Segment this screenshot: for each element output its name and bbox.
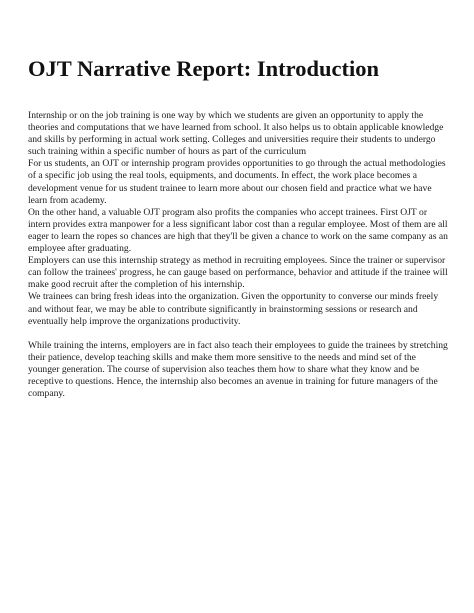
paragraph-students: For us students, an OJT or internship program provides opportunities to go through the actual methodologies of a specific job using the real tools, equipments, and documents. In effect, the work place becomes a development venue for us student trainee to learn more about our chosen field and practice what we have learn from academy. [28, 158, 446, 206]
paragraph-training: While training the interns, employers are in fact also teach their employees to guide the trainees by stretching their patience, develop teaching skills and make them more sensitive to the needs and mind set of the younger generation. The course of supervision also teaches them how to share what they know and be receptive to questions. Hence, the internship also becomes an avenue in training for future managers of the company. [28, 339, 448, 400]
paragraph-intro: Internship or on the job training is one way by which we students are given an opportunity to apply the theories and computations that we have learned from school. It also helps us to obtain applicable knowledge and skills by performing in actual work setting. Colleges and universities require their students to undergo such training within a specific number of hours as part of the curriculum [28, 110, 444, 158]
paragraph-companies: On the other hand, a valuable OJT program also profits the companies who accept trainees. First OJT or intern provides extra manpower for a less significant labor cost than a regular employee. Most of them are all eager to learn the ropes so chances are high that they'll be given a chance to work on the same company as an employee after graduating. [28, 206, 448, 255]
paragraph-employers: Employers can use this internship strategy as method in recruiting employees. Since the trainer or supervisor can follow the trainees' progress, he can gauge based on performance, behavior and attitude if the trainee will make good recruit after the completion of his internship. [28, 255, 448, 291]
paragraph-fresh-ideas: We trainees can bring fresh ideas into the organization. Given the opportunity to converse our minds freely and without fear, we may be able to contribute significantly in brainstorming sessions or research and eventually help improve the organizations productivity. [28, 291, 439, 327]
document-body [28, 110, 448, 400]
document-title: OJT Narrative Report: Introduction [28, 56, 380, 81]
